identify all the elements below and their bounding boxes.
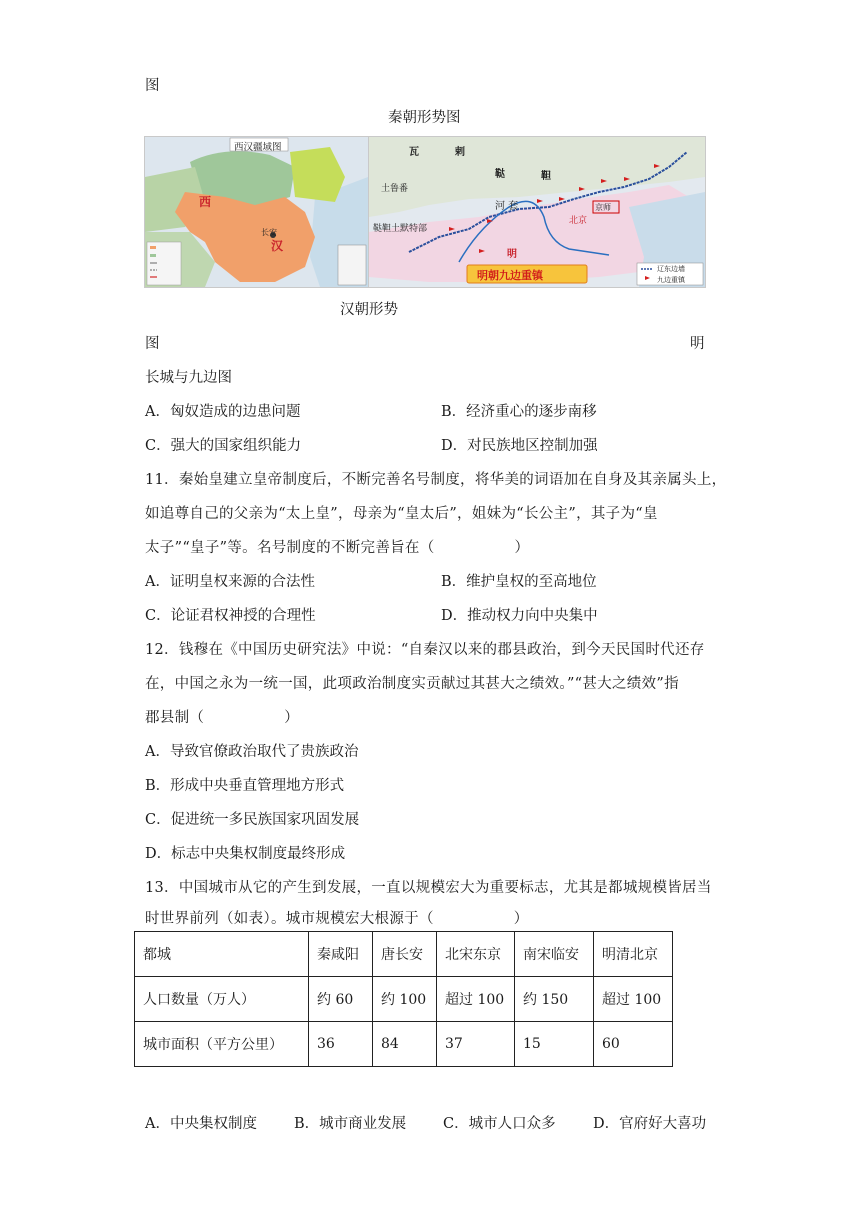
q11-option-b[interactable]: B．维护皇权的至高地位 xyxy=(441,574,597,590)
table-cell: 超过 100 xyxy=(437,977,515,1022)
ming-map-label-beijing: 北京 xyxy=(569,216,588,226)
caption-han-map: 汉朝形势 xyxy=(340,302,398,318)
table-header-cell: 唐长安 xyxy=(373,932,437,977)
table-header-cell: 都城 xyxy=(135,932,309,977)
ming-map-label-hetao: 河 套 xyxy=(495,201,519,212)
q12-option-c[interactable]: C．促进统一多民族国家巩固发展 xyxy=(145,812,360,828)
table-cell: 约 60 xyxy=(309,977,373,1022)
table-cell: 36 xyxy=(309,1022,373,1067)
caption-qin-map: 秦朝形势图 xyxy=(388,110,461,126)
table-cell: 城市面积（平方公里） xyxy=(135,1022,309,1067)
ming-map-label-la: 剌 xyxy=(455,147,465,158)
q11-stem-line2: 如追尊自己的父亲为“太上皇”，母亲为“皇太后”，姐妹为“长公主”，其子为“皇 xyxy=(145,506,658,522)
q12-stem-line1: 12．钱穆在《中国历史研究法》中说：“自秦汉以来的郡县政治，到今天民国时代还存 xyxy=(145,642,705,658)
q12-option-d[interactable]: D．标志中央集权制度最终形成 xyxy=(145,846,346,862)
q12-stem-text: 郡县制（ xyxy=(145,710,205,726)
table-cell: 约 150 xyxy=(515,977,594,1022)
ming-map-graphic xyxy=(369,137,705,287)
q10-option-b[interactable]: B．经济重心的逐步南移 xyxy=(441,404,597,420)
q11-stem-close: ） xyxy=(514,540,530,556)
q12-stem-line2: 在，中国之永为一统一国，此项政治制度实贡献过其甚大之绩效。”“甚大之绩效”指 xyxy=(145,676,679,692)
q10-option-a[interactable]: A．匈奴造成的边患问题 xyxy=(145,404,301,420)
ming-map-label-da: 鞑 xyxy=(495,169,505,180)
table-row xyxy=(135,977,673,1022)
caption-ming-char: 明 xyxy=(690,336,705,352)
table-row xyxy=(135,1022,673,1067)
ming-map-label-ming: 明 xyxy=(507,249,517,260)
q13-option-b[interactable]: B．城市商业发展 xyxy=(294,1116,407,1132)
q13-stem-line1: 13．中国城市从它的产生到发展，一直以规模宏大为重要标志，尤其是都城规模皆居当 xyxy=(145,880,712,896)
caption-ming-map: 长城与九边图 xyxy=(145,370,232,386)
q12-option-a[interactable]: A．导致官僚政治取代了贵族政治 xyxy=(145,744,359,760)
han-territory-map xyxy=(144,136,369,288)
table-cell: 84 xyxy=(373,1022,437,1067)
table-header-cell: 南宋临安 xyxy=(515,932,594,977)
q13-option-a[interactable]: A．中央集权制度 xyxy=(145,1116,257,1132)
table-cell: 37 xyxy=(437,1022,515,1067)
q12-option-b[interactable]: B．形成中央垂直管理地方形式 xyxy=(145,778,345,794)
table-header-cell: 北宋东京 xyxy=(437,932,515,977)
ming-map-label-tumote: 鞑靼土默特部 xyxy=(373,224,428,234)
q10-option-d[interactable]: D．对民族地区控制加强 xyxy=(441,438,598,454)
q11-stem-text: 太子”“皇子”等。名号制度的不断完善旨在（ xyxy=(145,540,435,556)
q13-option-d[interactable]: D．官府好大喜功 xyxy=(593,1116,707,1132)
ming-map-label-tulufan: 土鲁番 xyxy=(381,184,409,194)
table-header-cell: 明清北京 xyxy=(594,932,673,977)
q11-stem-line1: 11．秦始皇建立皇帝制度后，不断完善名号制度，将华美的词语加在自身及其亲属头上， xyxy=(145,472,727,488)
q10-option-c[interactable]: C．强大的国家组织能力 xyxy=(145,438,302,454)
ming-map-legend-wall: 辽东边墙 xyxy=(657,265,685,273)
ming-map-label-dan: 靼 xyxy=(541,171,551,182)
q12-stem-line3 xyxy=(145,706,299,727)
q11-stem-line3 xyxy=(145,536,529,557)
table-header-row xyxy=(135,932,673,977)
ming-map-banner: 明朝九边重镇 xyxy=(477,269,543,282)
han-map-label-changan: 长安 xyxy=(261,228,277,237)
q11-option-a[interactable]: A．证明皇权来源的合法性 xyxy=(145,574,315,590)
q13-stem-close: ） xyxy=(513,911,529,927)
table-cell: 约 100 xyxy=(373,977,437,1022)
ming-map-label-wa: 瓦 xyxy=(409,147,419,158)
q11-option-d[interactable]: D．推动权力向中央集中 xyxy=(441,608,598,624)
q12-stem-close: ） xyxy=(284,710,300,726)
ming-greatwall-map xyxy=(368,136,706,288)
ming-map-legend-towns: 九边重镇 xyxy=(657,276,685,284)
capital-scale-table xyxy=(134,931,673,1067)
q13-option-c[interactable]: C．城市人口众多 xyxy=(443,1116,556,1132)
table-header-cell: 秦咸阳 xyxy=(309,932,373,977)
caption-tu: 图 xyxy=(145,78,160,94)
table-cell: 超过 100 xyxy=(594,977,673,1022)
ming-map-label-jingshi: 京师 xyxy=(595,203,611,212)
q13-stem-line2 xyxy=(145,907,529,928)
table-cell: 60 xyxy=(594,1022,673,1067)
han-map-graphic xyxy=(145,137,368,287)
q13-stem-text: 时世界前列（如表）。城市规模宏大根源于（ xyxy=(145,911,434,927)
han-map-title: 西汉疆域图 xyxy=(234,142,282,153)
caption-tu-2: 图 xyxy=(145,336,160,352)
han-map-label-han: 汉 xyxy=(271,239,284,253)
q11-option-c[interactable]: C．论证君权神授的合理性 xyxy=(145,608,316,624)
han-map-label-xi: 西 xyxy=(199,195,212,209)
table-cell: 人口数量（万人） xyxy=(135,977,309,1022)
table-cell: 15 xyxy=(515,1022,594,1067)
